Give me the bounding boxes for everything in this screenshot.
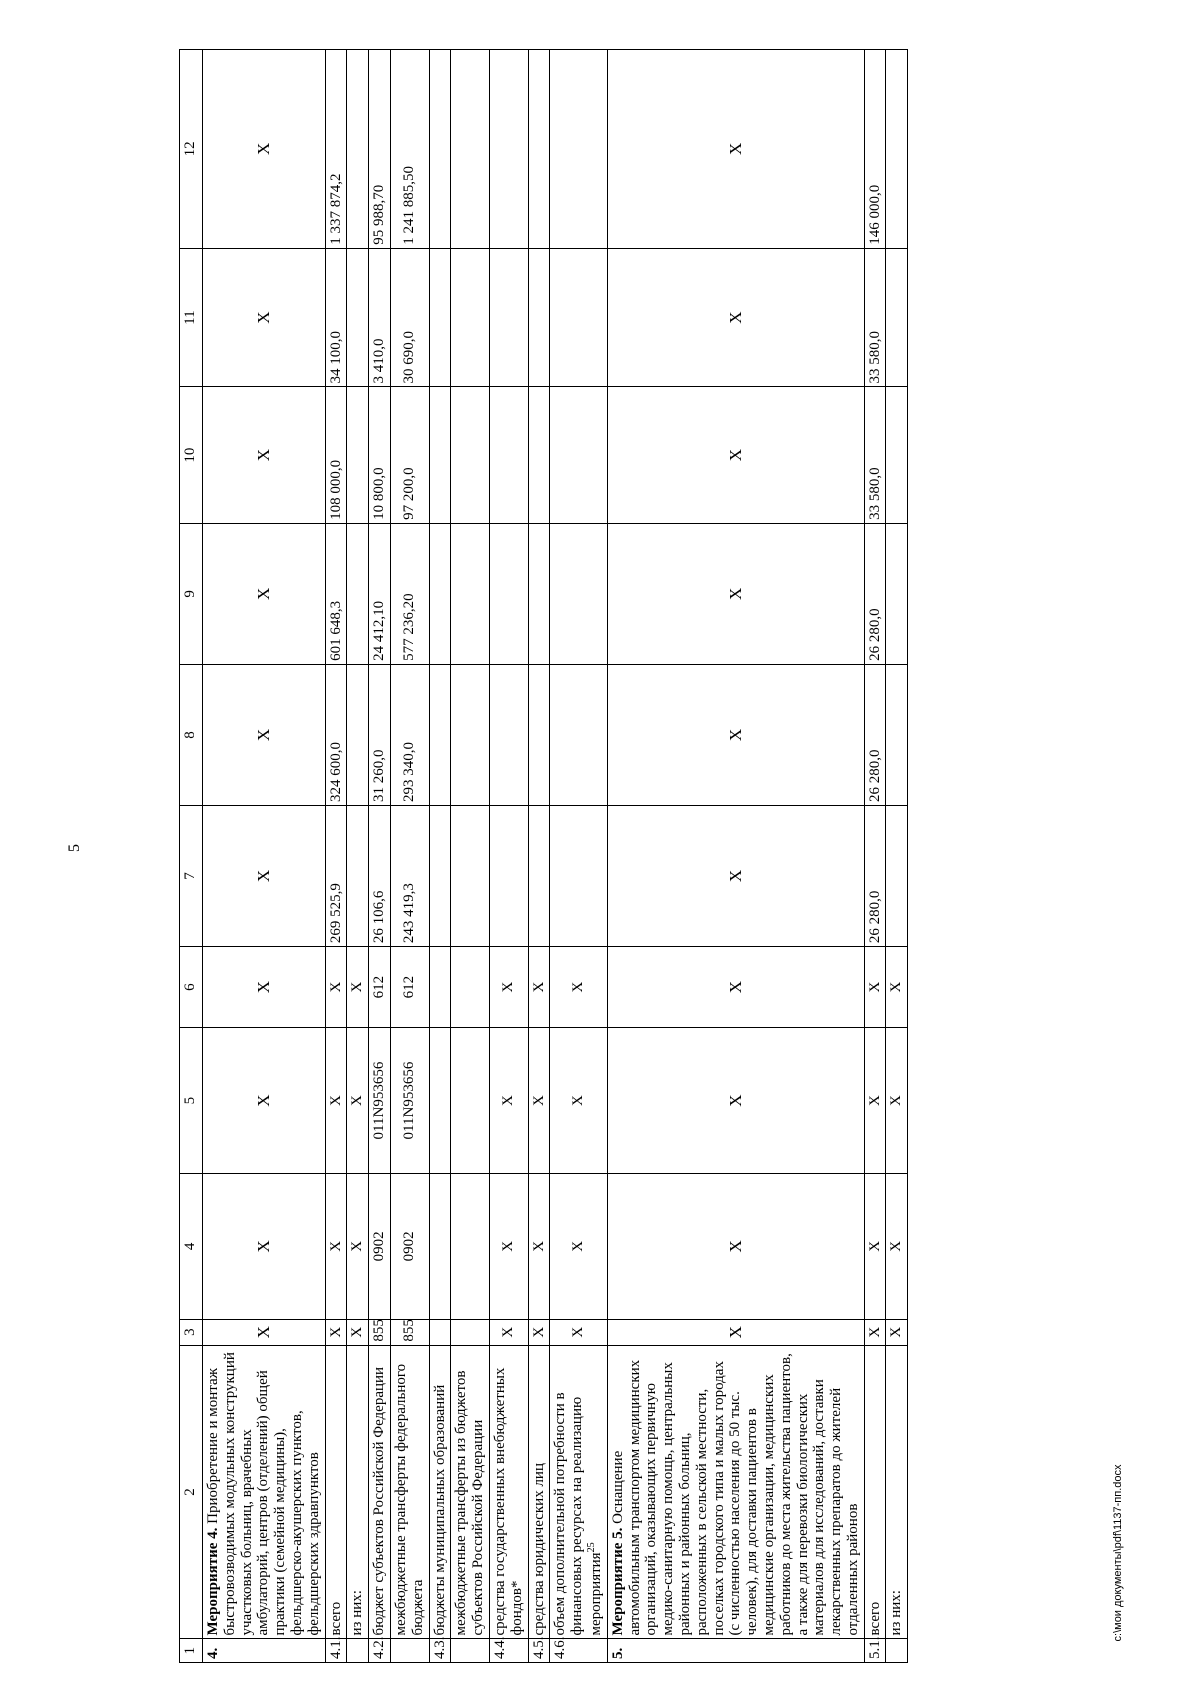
row-label: объем дополнительной потребности в финансовых ресурсах на реализацию мероприятия$^{25}$ — [550, 1345, 607, 1639]
value-cell — [347, 805, 369, 946]
value-cell — [347, 248, 369, 387]
value-cell: 1 337 874,2 — [325, 50, 347, 249]
x-cell: X — [203, 805, 326, 946]
x-cell: X — [864, 1319, 886, 1345]
table-row — [864, 50, 886, 1663]
row-number — [347, 1639, 369, 1663]
x-cell: X — [347, 1028, 369, 1174]
x-cell: X — [203, 248, 326, 387]
row-label: межбюджетные трансферты федерального бюджета — [390, 1345, 429, 1639]
value-cell: 10 800,0 — [369, 387, 391, 523]
value-cell: 3 410,0 — [369, 248, 391, 387]
value-cell — [347, 664, 369, 805]
code-cell: 855 — [390, 1319, 429, 1345]
x-cell: X — [607, 947, 864, 1028]
table-row — [451, 50, 490, 1663]
row-number: 4. — [203, 1639, 326, 1663]
x-cell: X — [325, 1319, 347, 1345]
x-cell: X — [528, 1319, 550, 1345]
header-row — [180, 50, 203, 1663]
financing-table — [179, 49, 908, 1663]
x-cell: X — [607, 664, 864, 805]
value-cell: 31 260,0 — [369, 664, 391, 805]
col-header: 6 — [180, 947, 203, 1028]
x-cell: X — [886, 1028, 908, 1174]
value-cell: 577 236,20 — [390, 523, 429, 664]
x-cell: X — [607, 805, 864, 946]
x-cell: X — [886, 1319, 908, 1345]
row-number: 4.2. — [369, 1639, 391, 1663]
x-cell: X — [864, 1173, 886, 1319]
x-cell: X — [203, 1028, 326, 1174]
x-cell: X — [489, 1173, 528, 1319]
row-label: средства государственных внебюджетных фондов* — [489, 1345, 528, 1639]
x-cell: X — [864, 947, 886, 1028]
value-cell: 324 600,0 — [325, 664, 347, 805]
row-number — [886, 1639, 908, 1663]
x-cell: X — [528, 1028, 550, 1174]
event-5-description: Мероприятие 5. Оснащение автомобильным транспортом медицинских организаций, оказывающих первичную медико-санитарную помощь, центральных районных и районных больниц, расположенных в сельской местности, поселках городского типа и малых городах (с численностью населения до 50 тыс. человек), для доставки пациентов в медицинские организации, медицинских работников до места жительства пациентов, а также для перевозки биологических материалов для исследований, доставки лекарственных препаратов до жителей отдаленных районов — [607, 1345, 864, 1639]
value-cell: 24 412,10 — [369, 523, 391, 664]
row-number: 4.4. — [489, 1639, 528, 1663]
x-cell: X — [203, 947, 326, 1028]
row-label: всего — [864, 1345, 886, 1639]
row-number: 5.1. — [864, 1639, 886, 1663]
value-cell: 26 280,0 — [864, 805, 886, 946]
value-cell: 293 340,0 — [390, 664, 429, 805]
x-cell: X — [489, 947, 528, 1028]
code-cell: 0902 — [369, 1173, 391, 1319]
x-cell: X — [347, 1319, 369, 1345]
code-cell: 011N953656 — [369, 1028, 391, 1174]
value-cell: 601 648,3 — [325, 523, 347, 664]
x-cell: X — [203, 50, 326, 249]
value-cell — [347, 387, 369, 523]
col-header: 11 — [180, 248, 203, 387]
x-cell: X — [550, 1319, 607, 1345]
table-row — [528, 50, 550, 1663]
x-cell: X — [886, 1173, 908, 1319]
x-cell: X — [203, 664, 326, 805]
x-cell: X — [607, 1173, 864, 1319]
value-cell: 33 580,0 — [864, 248, 886, 387]
value-cell — [347, 50, 369, 249]
x-cell: X — [528, 947, 550, 1028]
code-cell: 0902 — [390, 1173, 429, 1319]
x-cell: X — [864, 1028, 886, 1174]
table-row — [325, 50, 347, 1663]
page-number: 5 — [66, 844, 83, 852]
value-cell: 269 525,9 — [325, 805, 347, 946]
code-cell: 011N953656 — [390, 1028, 429, 1174]
col-header: 3 — [180, 1319, 203, 1345]
code-cell: 612 — [369, 947, 391, 1028]
code-cell: 855 — [369, 1319, 391, 1345]
x-cell: X — [607, 1319, 864, 1345]
table-row — [369, 50, 391, 1663]
x-cell: X — [528, 1173, 550, 1319]
x-cell: X — [550, 1028, 607, 1174]
x-cell: X — [203, 1173, 326, 1319]
col-header: 9 — [180, 523, 203, 664]
x-cell: X — [347, 1173, 369, 1319]
row-number: 4.6. — [550, 1639, 607, 1663]
table-row — [390, 50, 429, 1663]
table-row — [429, 50, 451, 1663]
x-cell: X — [607, 50, 864, 249]
value-cell: 108 000,0 — [325, 387, 347, 523]
x-cell: X — [203, 523, 326, 664]
col-header: 1 — [180, 1639, 203, 1663]
col-header: 5 — [180, 1028, 203, 1174]
code-cell: 612 — [390, 947, 429, 1028]
table-row — [550, 50, 607, 1663]
x-cell: X — [203, 387, 326, 523]
row-label: всего — [325, 1345, 347, 1639]
row-label: из них: — [347, 1345, 369, 1639]
row-number — [451, 1639, 490, 1663]
x-cell: X — [550, 1173, 607, 1319]
x-cell: X — [489, 1028, 528, 1174]
row-label: средства юридических лиц — [528, 1345, 550, 1639]
x-cell: X — [347, 947, 369, 1028]
col-header: 8 — [180, 664, 203, 805]
x-cell: X — [607, 523, 864, 664]
value-cell: 26 280,0 — [864, 523, 886, 664]
value-cell: 95 988,70 — [369, 50, 391, 249]
x-cell: X — [886, 947, 908, 1028]
x-cell: X — [607, 248, 864, 387]
table-row — [607, 50, 864, 1663]
x-cell: X — [607, 1028, 864, 1174]
footer-file-path: c:\мои документы\pdf\1137-пп.docx — [1112, 1464, 1124, 1642]
col-header: 12 — [180, 50, 203, 249]
value-cell: 97 200,0 — [390, 387, 429, 523]
col-header: 10 — [180, 387, 203, 523]
row-number: 4.5. — [528, 1639, 550, 1663]
x-cell: X — [325, 1028, 347, 1174]
value-cell: 34 100,0 — [325, 248, 347, 387]
row-label: бюджеты муниципальных образований — [429, 1345, 451, 1639]
col-header: 2 — [180, 1345, 203, 1639]
x-cell: X — [203, 1319, 326, 1345]
row-number: 4.3. — [429, 1639, 451, 1663]
x-cell: X — [325, 1173, 347, 1319]
row-number: 4.1. — [325, 1639, 347, 1663]
row-number — [390, 1639, 429, 1663]
value-cell: 243 419,3 — [390, 805, 429, 946]
value-cell: 26 280,0 — [864, 664, 886, 805]
table-row — [886, 50, 908, 1663]
row-label: бюджет субъектов Российской Федерации — [369, 1345, 391, 1639]
table-row — [489, 50, 528, 1663]
row-label: из них: — [886, 1345, 908, 1639]
table-row — [347, 50, 369, 1663]
x-cell: X — [550, 947, 607, 1028]
row-number: 5. — [607, 1639, 864, 1663]
row-label: межбюджетные трансферты из бюджетов субъектов Российской Федерации — [451, 1345, 490, 1639]
x-cell: X — [325, 947, 347, 1028]
col-header: 7 — [180, 805, 203, 946]
value-cell — [347, 523, 369, 664]
table-row — [203, 50, 326, 1663]
x-cell: X — [607, 387, 864, 523]
rotated-table-wrapper — [179, 49, 908, 1663]
x-cell: X — [489, 1319, 528, 1345]
event-4-description: Мероприятие 4. Приобретение и монтаж быстровозводимых модульных конструкций участковых больниц, врачебных амбулаторий, центров (отделений) общей практики (семейной медицины), фельдшерско-акушерских пунктов, фельдшерских здравпунктов — [203, 1345, 326, 1639]
col-header: 4 — [180, 1173, 203, 1319]
value-cell: 1 241 885,50 — [390, 50, 429, 249]
value-cell: 33 580,0 — [864, 387, 886, 523]
value-cell: 30 690,0 — [390, 248, 429, 387]
value-cell: 146 000,0 — [864, 50, 886, 249]
value-cell: 26 106,6 — [369, 805, 391, 946]
